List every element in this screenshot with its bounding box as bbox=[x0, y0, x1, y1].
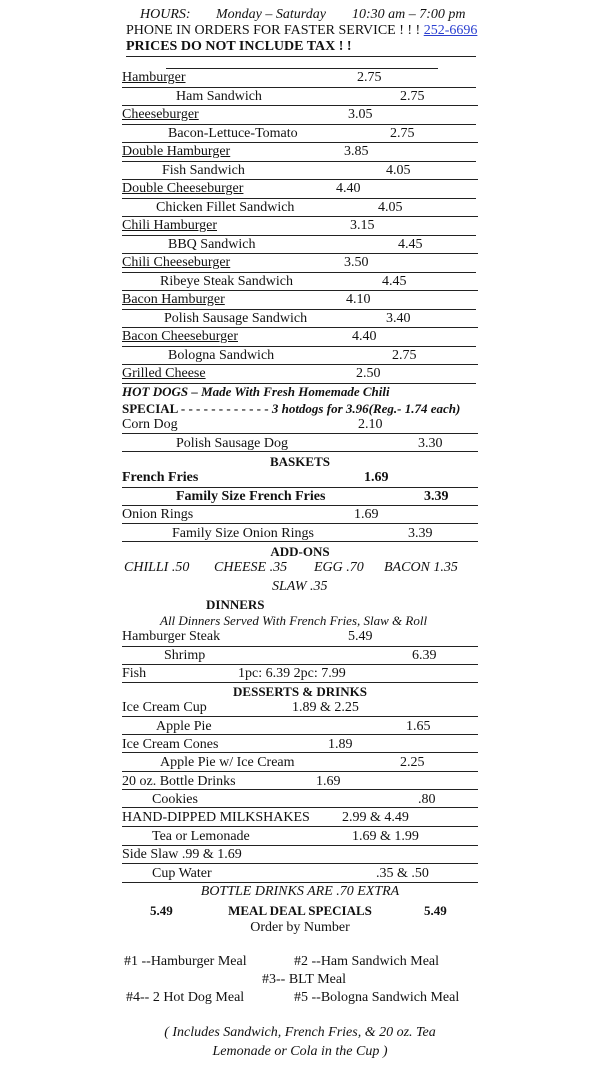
menu-item-price: 4.05 bbox=[386, 163, 411, 178]
meal-deal-price-left: 5.49 bbox=[150, 903, 173, 918]
menu-item-name: Family Size Onion Rings bbox=[172, 526, 314, 541]
menu-item-name: Apple Pie w/ Ice Cream bbox=[160, 755, 295, 770]
phone-number-link[interactable]: 252-6696 bbox=[423, 23, 478, 38]
row-rule bbox=[122, 682, 478, 683]
menu-item-price: 2.75 bbox=[400, 89, 425, 104]
menu-item-price: 2.25 bbox=[400, 755, 425, 770]
row-rule bbox=[122, 451, 478, 452]
row-rule bbox=[122, 734, 478, 735]
row-rule bbox=[122, 309, 476, 310]
menu-item-name: Tea or Lemonade bbox=[152, 829, 250, 844]
menu-item-price: 1.89 & 2.25 bbox=[292, 700, 359, 715]
menu-item-price: 4.40 bbox=[336, 181, 361, 196]
menu-item-name: Bacon Cheeseburger bbox=[122, 329, 238, 344]
meal-item: #4-- 2 Hot Dog Meal bbox=[126, 990, 245, 1005]
row-rule bbox=[122, 327, 478, 328]
row-rule bbox=[122, 845, 478, 846]
hotdogs-heading: HOT DOGS – Made With Fresh Homemade Chili bbox=[122, 384, 390, 399]
menu-item-name: Cup Water bbox=[152, 866, 212, 881]
menu-item-price: 2.99 & 4.49 bbox=[342, 810, 409, 825]
hotdogs-special: SPECIAL - - - - - - - - - - - - 3 hotdogs for 3.96(Reg.- 1.74 each) bbox=[122, 401, 461, 416]
divider bbox=[126, 56, 476, 57]
hours-label: HOURS: bbox=[140, 7, 191, 22]
row-rule bbox=[122, 290, 478, 291]
hours-time: 10:30 am – 7:00 pm bbox=[352, 7, 466, 22]
row-rule bbox=[122, 161, 476, 162]
menu-item-price: .80 bbox=[418, 792, 436, 807]
menu-item-price: 2.75 bbox=[390, 126, 415, 141]
meal-deal-heading: MEAL DEAL SPECIALS bbox=[228, 903, 372, 918]
addon-item: CHILLI .50 bbox=[124, 560, 190, 575]
row-rule bbox=[122, 124, 476, 125]
menu-item-price: 1pc: 6.39 2pc: 7.99 bbox=[238, 666, 346, 681]
menu-item-name: Bologna Sandwich bbox=[168, 348, 275, 363]
menu-item-name: Chili Cheeseburger bbox=[122, 255, 231, 270]
menu-item-price: 1.69 & 1.99 bbox=[352, 829, 419, 844]
menu-item-name: Ham Sandwich bbox=[176, 89, 262, 104]
menu-item-price: 3.39 bbox=[424, 489, 449, 504]
menu-item-price: .35 & .50 bbox=[376, 866, 429, 881]
row-rule bbox=[122, 716, 478, 717]
addon-item: EGG .70 bbox=[314, 560, 364, 575]
menu-item-price: 1.69 bbox=[364, 470, 389, 485]
meal-deal-price-right: 5.49 bbox=[424, 903, 447, 918]
row-rule bbox=[122, 664, 478, 665]
row-rule bbox=[122, 882, 478, 883]
row-rule bbox=[122, 505, 478, 506]
menu-item-name: Apple Pie bbox=[156, 719, 212, 734]
meal-includes-line1: ( Includes Sandwich, French Fries, & 20 oz. Tea bbox=[164, 1025, 436, 1040]
menu-item-name: Corn Dog bbox=[122, 417, 178, 432]
meal-item: #3-- BLT Meal bbox=[262, 972, 346, 987]
meal-includes-line2: Lemonade or Cola in the Cup ) bbox=[212, 1044, 388, 1059]
menu-item-price: 3.85 bbox=[344, 144, 369, 159]
bottle-drinks-note: BOTTLE DRINKS ARE .70 EXTRA bbox=[200, 884, 400, 899]
hours-days: Monday – Saturday bbox=[216, 7, 326, 22]
menu-item-price: 2.75 bbox=[357, 70, 382, 85]
meal-item: #1 --Hamburger Meal bbox=[124, 954, 247, 969]
menu-item-price: 1.65 bbox=[406, 719, 431, 734]
row-rule bbox=[122, 179, 478, 180]
menu-item-price: 3.40 bbox=[386, 311, 411, 326]
row-rule bbox=[122, 105, 478, 106]
row-rule bbox=[122, 87, 476, 88]
menu-item-name: Polish Sausage Dog bbox=[176, 436, 288, 451]
menu-item-price: 4.05 bbox=[378, 200, 403, 215]
meal-item: #2 --Ham Sandwich Meal bbox=[294, 954, 440, 969]
menu-item-name: Onion Rings bbox=[122, 507, 194, 522]
menu-item-price: 5.49 bbox=[348, 629, 373, 644]
menu-item-price: 3.39 bbox=[408, 526, 433, 541]
menu-item-name: 20 oz. Bottle Drinks bbox=[122, 774, 236, 789]
menu-item-name: Polish Sausage Sandwich bbox=[164, 311, 308, 326]
menu-item-price: 3.05 bbox=[348, 107, 373, 122]
addon-item: BACON 1.35 bbox=[384, 560, 458, 575]
menu-item-name: Chili Hamburger bbox=[122, 218, 218, 233]
menu-item-price: 3.30 bbox=[418, 436, 443, 451]
desserts-heading: DESSERTS & DRINKS bbox=[233, 684, 367, 699]
menu-item-price: 6.39 bbox=[412, 648, 437, 663]
menu-item-name: French Fries bbox=[122, 470, 199, 485]
tax-note: PRICES DO NOT INCLUDE TAX ! ! bbox=[126, 39, 352, 54]
menu-item-price: 2.75 bbox=[392, 348, 417, 363]
menu-item-name: HAND-DIPPED MILKSHAKES bbox=[122, 810, 310, 825]
side-slaw-row bbox=[122, 847, 242, 863]
menu-item-price: 4.10 bbox=[346, 292, 371, 307]
row-rule bbox=[122, 646, 478, 647]
menu-item-name: Fish bbox=[122, 666, 147, 681]
addons-heading: ADD-ONS bbox=[270, 544, 330, 559]
menu-item-name: Ice Cream Cones bbox=[122, 737, 219, 752]
menu-item-price: 4.45 bbox=[398, 237, 423, 252]
row-rule bbox=[122, 433, 478, 434]
menu-item-price: .99 & 1.69 bbox=[181, 847, 242, 862]
menu-item-name: Fish Sandwich bbox=[162, 163, 245, 178]
menu-item-price: 3.15 bbox=[350, 218, 375, 233]
row-rule bbox=[122, 364, 478, 365]
menu-item-name: Hamburger bbox=[122, 70, 186, 85]
row-rule bbox=[122, 789, 478, 790]
row-rule bbox=[122, 142, 478, 143]
row-rule bbox=[122, 523, 478, 524]
menu-item-price: 1.69 bbox=[316, 774, 341, 789]
phone-orders-note: PHONE IN ORDERS FOR FASTER SERVICE ! ! ! 252-6696 bbox=[126, 23, 478, 38]
addon-item: SLAW .35 bbox=[272, 579, 328, 594]
dinners-note: All Dinners Served With French Fries, Slaw & Roll bbox=[160, 613, 428, 628]
menu-item-price: 2.50 bbox=[356, 366, 381, 381]
row-rule bbox=[122, 346, 476, 347]
meal-deal-subheading: Order by Number bbox=[250, 920, 350, 935]
row-rule bbox=[122, 235, 476, 236]
row-rule bbox=[122, 807, 478, 808]
menu-item-price: 4.40 bbox=[352, 329, 377, 344]
meal-item: #5 --Bologna Sandwich Meal bbox=[294, 990, 460, 1005]
menu-item-name: Grilled Cheese bbox=[122, 366, 206, 381]
menu-item-name: Double Cheeseburger bbox=[122, 181, 244, 196]
row-rule bbox=[122, 771, 478, 772]
menu-item-name: Shrimp bbox=[164, 648, 206, 663]
row-rule bbox=[122, 541, 478, 542]
menu-item-name: Ribeye Steak Sandwich bbox=[160, 274, 293, 289]
menu-item-name: BBQ Sandwich bbox=[168, 237, 256, 252]
divider bbox=[166, 68, 438, 69]
menu-item-price: 3.50 bbox=[344, 255, 369, 270]
menu-item-name: Chicken Fillet Sandwich bbox=[156, 200, 295, 215]
menu-item-name: Bacon Hamburger bbox=[122, 292, 225, 307]
dinners-heading: DINNERS bbox=[206, 597, 265, 612]
menu-item-price: 4.45 bbox=[382, 274, 407, 289]
menu-item-name: Hamburger Steak bbox=[122, 629, 221, 644]
menu-item-price: 2.10 bbox=[358, 417, 383, 432]
menu-item-name: Family Size French Fries bbox=[176, 489, 326, 504]
menu-item-name: Cheeseburger bbox=[122, 107, 199, 122]
menu-item-name: Ice Cream Cup bbox=[122, 700, 207, 715]
menu-item-name: Side Slaw bbox=[122, 847, 179, 862]
row-rule bbox=[122, 863, 478, 864]
addon-item: CHEESE .35 bbox=[214, 560, 288, 575]
row-rule bbox=[122, 272, 476, 273]
menu-item-price: 1.89 bbox=[328, 737, 353, 752]
row-rule bbox=[122, 826, 478, 827]
baskets-heading: BASKETS bbox=[270, 454, 330, 469]
menu-item-name: Cookies bbox=[152, 792, 198, 807]
row-rule bbox=[122, 752, 478, 753]
menu-item-name: Bacon-Lettuce-Tomato bbox=[168, 126, 298, 141]
row-rule bbox=[122, 198, 476, 199]
menu-item-price: 1.69 bbox=[354, 507, 379, 522]
row-rule bbox=[122, 487, 478, 488]
row-rule bbox=[122, 216, 478, 217]
menu-item-name: Double Hamburger bbox=[122, 144, 231, 159]
row-rule bbox=[122, 253, 478, 254]
